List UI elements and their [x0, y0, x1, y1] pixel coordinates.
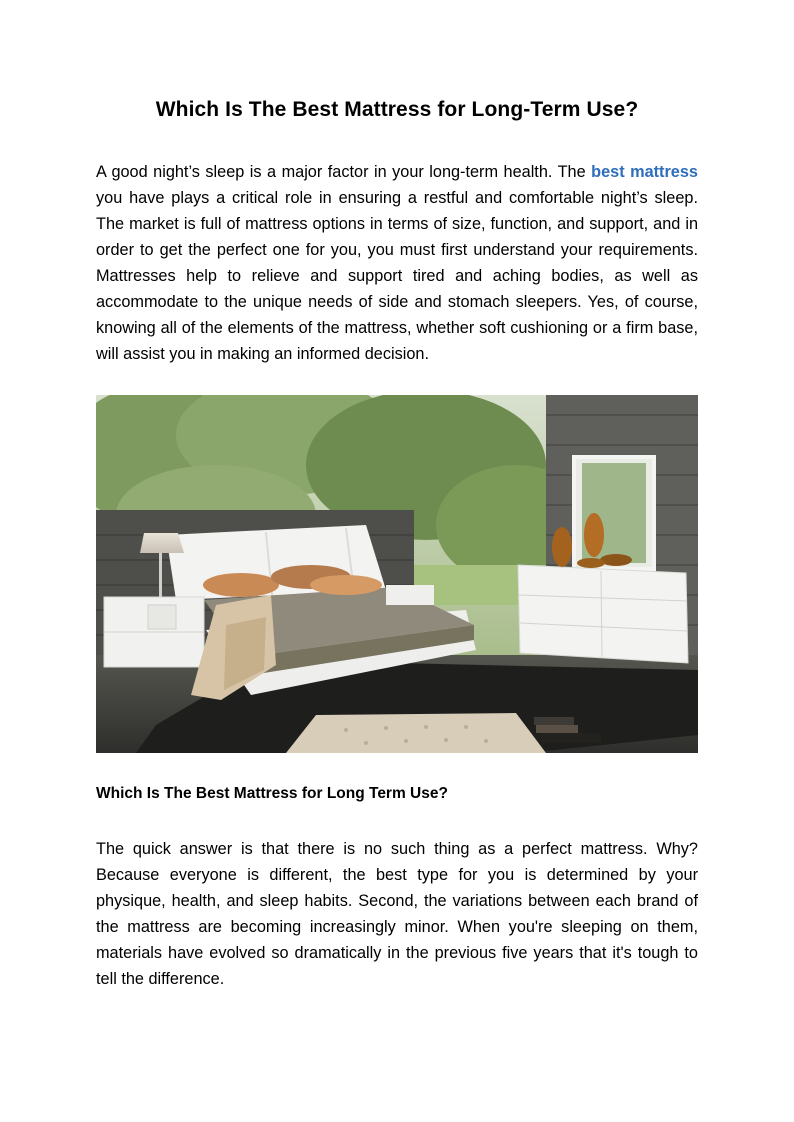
intro-text-before-link: A good night’s sleep is a major factor in your long-term health. The [96, 163, 592, 181]
section-heading: Which Is The Best Mattress for Long Term Use? [96, 785, 448, 802]
answer-paragraph: The quick answer is that there is no such thing as a perfect mattress. Why? Because everyone is different, the best type for you is determined by your physique, health, and sleep habits. Second, the variations between each brand of the mattress are becoming increasingly minor. When you're sleeping on them, materials have evolved so dramatically in the previous five years that it's tough to tell the difference. [96, 840, 698, 988]
intro-text-after-link: you have plays a critical role in ensuring a restful and comfortable night’s sleep. The market is full of mattress options in terms of size, function, and support, and in order to get the perfect one for you, you must first understand your requirements. Mattresses help to relieve and support tired and aching bodies, as well as accommodate to the unique needs of side and stomach sleepers. Yes, of course, knowing all of the elements of the mattress, whether soft cushioning or a firm base, will assist you in making an informed decision. [96, 189, 698, 363]
page-title: Which Is The Best Mattress for Long-Term Use? [155, 98, 639, 121]
bedroom-photo [96, 395, 698, 753]
intro-paragraph [96, 159, 698, 367]
best-mattress-link[interactable]: best mattress [591, 163, 698, 181]
